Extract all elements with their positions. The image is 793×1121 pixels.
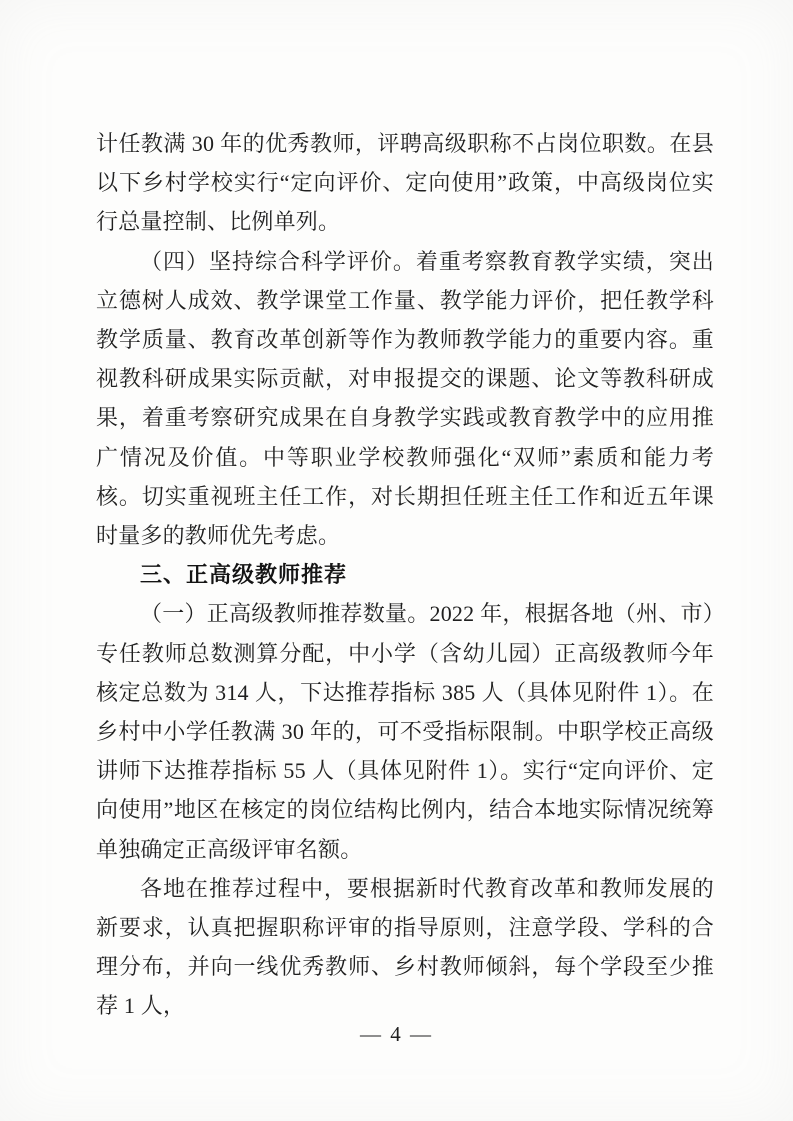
paragraph-item-4-evaluation: （四）坚持综合科学评价。着重考察教育教学实绩，突出立德树人成效、教学课堂工作量、教学能力评价，把任教学科教学质量、教育改革创新等作为教师教学能力的重要内容。重视教科研成果实际贡献，对申报提交的课题、论文等教科研成果，着重考察研究成果在自身教学实践或教育教学中的应用推广情况及价值。中等职业学校教师强化“双师”素质和能力考核。切实重视班主任工作，对长期担任班主任工作和近五年课时量多的教师优先考虑。 — [96, 248, 714, 549]
page-number: — 4 — — [360, 1022, 433, 1046]
paragraph-continuation: 计任教满 30 年的优秀教师，评聘高级职称不占岗位职数。在县以下乡村学校实行“定向评价、定向使用”政策，中高级岗位实行总量控制、比例单列。 — [96, 131, 714, 235]
document-body — [96, 124, 714, 1026]
section-heading-3: 三、正高级教师推荐 — [140, 562, 348, 588]
paragraph-recommendation-process: 各地在推荐过程中，要根据新时代教育改革和教师发展的新要求，认真把握职称评审的指导原则，注意学段、学科的合理分布，并向一线优秀教师、乡村教师倾斜，每个学段至少推荐 1 人， — [96, 875, 714, 1019]
paragraph-item-1-quota: （一）正高级教师推荐数量。2022 年，根据各地（州、市）专任教师总数测算分配，中小学（含幼儿园）正高级教师今年核定总数为 314 人，下达推荐指标 385 人（具体见附件 1）。在乡村中小学任教满 30 年的，可不受指标限制。中职学校正高级讲师下达推荐指标 55 人（具体见附件 1）。实行“定向评价、定向使用”地区在核定的岗位结构比例内，结合本地实际情况统筹单独确定正高级评审名额。 — [96, 601, 714, 862]
